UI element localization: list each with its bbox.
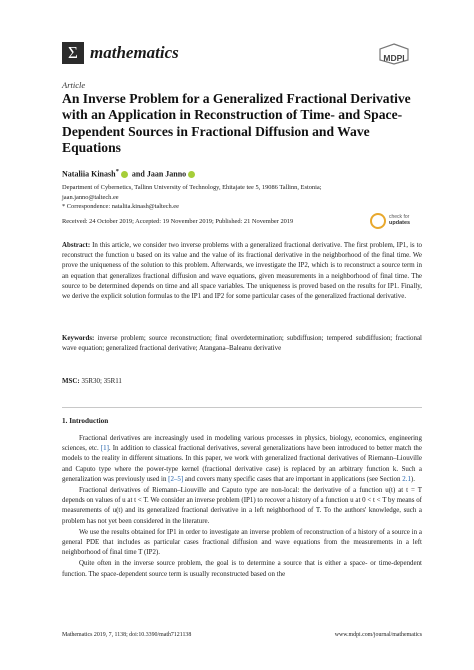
check-updates-icon	[370, 213, 386, 229]
section-heading: 1. Introduction	[62, 417, 109, 425]
page-title: An Inverse Problem for a Generalized Fractional Derivative with an Application in Reconstruction of Time- and Space-Dependent Sources in Fractional Diffusion and Wave Equations	[62, 91, 411, 156]
msc-label: MSC:	[62, 377, 80, 385]
journal-logo	[62, 42, 84, 64]
citation-link[interactable]: [2–5]	[168, 474, 184, 483]
keywords	[62, 333, 422, 353]
affiliation-line: Department of Cybernetics, Tallinn University of Technology, Ehitajate tee 5, 19086 Tallinn, Estonia;	[62, 184, 322, 191]
abstract	[62, 240, 422, 301]
orcid-icon[interactable]	[121, 171, 128, 178]
publisher-logo	[377, 43, 411, 65]
author-mark: *	[115, 168, 119, 175]
journal-name: mathematics	[90, 43, 179, 62]
publisher-name: MDPI	[383, 53, 405, 63]
citation-link[interactable]: [1]	[100, 444, 109, 453]
footer-citation: Mathematics 2019, 7, 1138; doi:10.3390/math7121138	[62, 632, 192, 638]
author-name-2[interactable]: Jaan Janno	[146, 169, 187, 179]
footer-url[interactable]: www.mdpi.com/journal/mathematics	[334, 632, 422, 638]
paragraph: Fractional derivatives of Riemann–Liouville and Caputo type are non-local: the derivative of a function u(t) at t = T depends on values of u at t < T. We consider an inverse problem (IP1) to recover a history of a function u at 0 < t < T by means of measurements of u(t) and its generalized fractional derivative in a left neighborhood of T. To the authors' knowledge, such a problem has not yet been considered in the literature.	[62, 486, 422, 525]
check-updates-line2: updates	[389, 220, 411, 226]
author-connector: and	[131, 169, 145, 179]
author-name-1[interactable]: Nataliia Kinash	[62, 169, 116, 179]
check-updates-line1: check for	[389, 214, 410, 220]
paragraph: We use the results obtained for IP1 in order to investigate an inverse problem of reconstruction of a history of a source in a general PDE that includes as particular cases fractional diffusion and wave equations from the measurements in a left neighborhood of final time T (IP2).	[62, 527, 422, 557]
keywords-label: Keywords:	[62, 334, 95, 342]
msc-text: 35R30; 35R11	[79, 377, 122, 385]
body-text	[62, 433, 422, 579]
paragraph: Quite often in the inverse source problem, the goal is to determine a source that is either a space- or time-dependent function. The space-dependent source term is usually reconstructed based on the	[62, 559, 422, 578]
abstract-text: In this article, we consider two inverse problems with a generalized fractional derivative. The first problem, IP1, is to reconstruct the function u based on its value and the value of its fractional derivative in the neighborhood of the final time. We prove the uniqueness of the solution to this problem. Afterwards, we investigate the IP2, which is to reconstruct a source term in an equation that generalizes fractional diffusion and wave equations, given measurements in a neighborhood of final time. The source to be determined depends on time and all space variables. The uniqueness is proved based on the results for IP1. Finally, we derive the explicit solution formulas to the IP1 and IP2 for some particular cases of the generalized fractional derivative.	[62, 241, 422, 301]
publication-dates: Received: 24 October 2019; Accepted: 19 November 2019; Published: 21 November 2019	[62, 218, 294, 225]
divider	[62, 407, 422, 408]
affiliation	[62, 183, 422, 212]
author-email[interactable]: jaan.janno@taltech.ee	[62, 193, 119, 201]
keywords-text: inverse problem; source reconstruction; final overdetermination; subdiffusion; tempered subdiffusion; fractional wave equation; generalized fractional derivative; Atangana–Baleanu derivative	[62, 334, 422, 353]
correspondence-line[interactable]: * Correspondence: nataliia.kinash@taltech.ee	[62, 203, 179, 211]
abstract-label: Abstract:	[62, 241, 91, 249]
orcid-icon[interactable]	[188, 171, 195, 178]
author-line	[62, 168, 197, 179]
article-type: Article	[62, 80, 86, 90]
check-for-updates-badge[interactable]	[370, 211, 422, 231]
paragraph: Fractional derivatives are increasingly used in modeling various processes in physics, biology, economics, engineering sciences, etc. [1]. In addition to classical fractional derivatives, several generalizations have been introduced to better match the models to the reality in different situations. In this paper, we work with generalized fractional derivatives of Riemann–Liouville and Caputo type where the power-type kernel (fractional derivative case) is replaced by an arbitrary function k. Such a generalization was previously used in [2–5] and covers many specific cases that are important in applications (see Section 2.1).	[62, 434, 422, 483]
sigma-icon: Σ	[68, 43, 78, 62]
section-link[interactable]: 2.1	[402, 474, 411, 483]
msc-codes	[62, 376, 422, 386]
